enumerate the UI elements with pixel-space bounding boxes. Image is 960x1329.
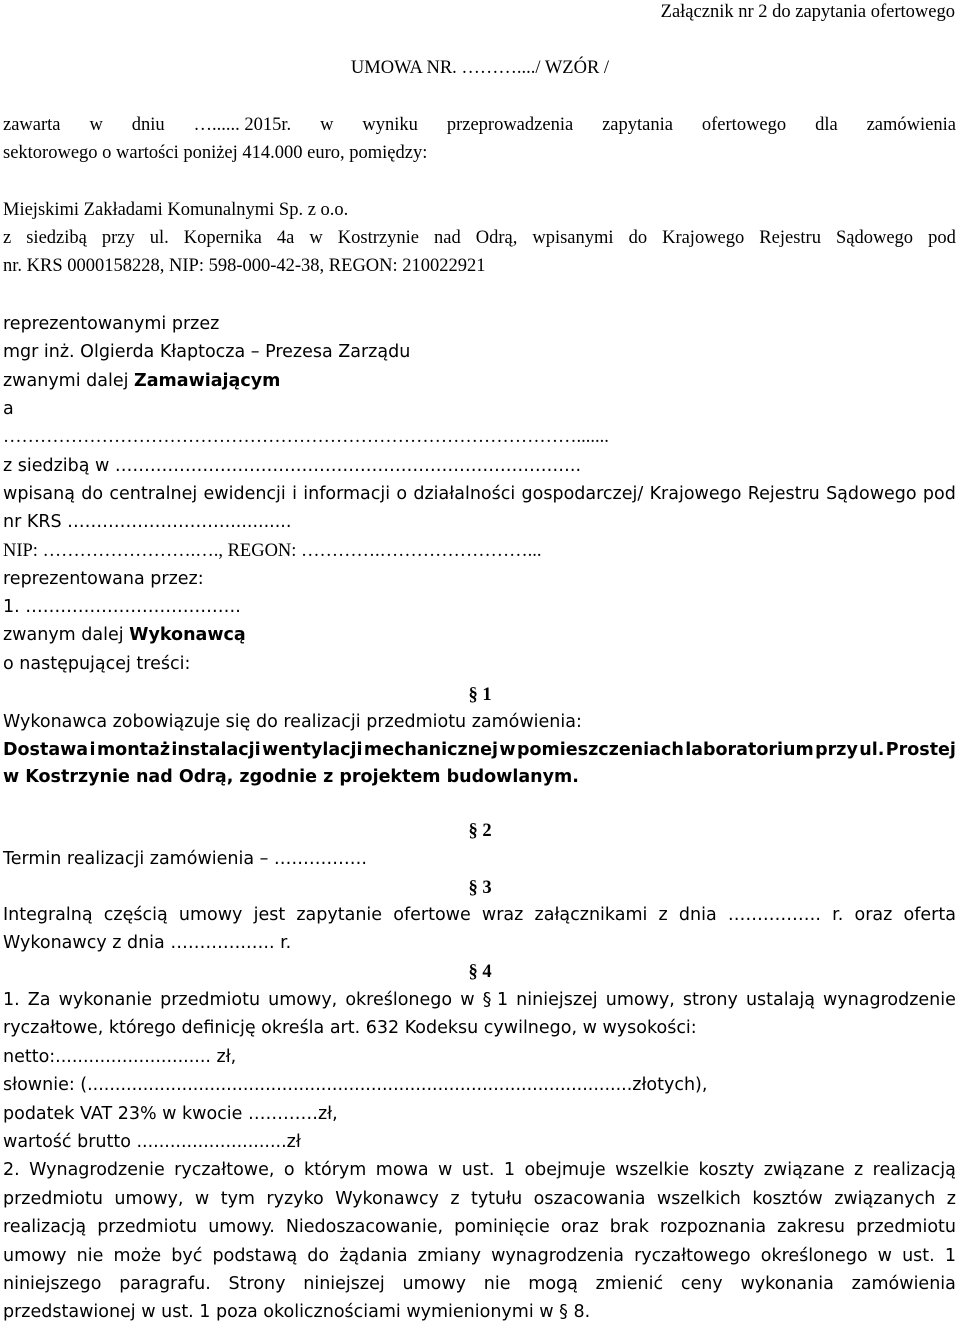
ordering-party-representative: mgr inż. Olgierda Kłaptocza – Prezesa Zarządu <box>3 342 411 362</box>
word: związanych <box>834 1189 936 1209</box>
word: umowy, <box>268 990 338 1010</box>
called-prefix: zwanym dalej <box>3 625 130 645</box>
word: wynagrodzenia <box>491 1246 624 1266</box>
word: Prostej <box>885 740 956 760</box>
section-1-subject-line-1 <box>3 738 956 762</box>
section-4-p2-line-1 <box>3 1158 956 1182</box>
word: dnia <box>678 905 717 925</box>
word: z <box>946 1189 956 1209</box>
intro-line-1 <box>3 113 956 137</box>
word: brak <box>609 1217 649 1237</box>
section-2-heading: § 2 <box>468 821 492 841</box>
word: montaż <box>96 740 171 760</box>
word: z <box>450 1189 460 1209</box>
word: ewidencji <box>203 484 286 504</box>
word: niniejszego <box>3 1274 102 1294</box>
word: do <box>307 1246 330 1266</box>
word: nie <box>483 1274 511 1294</box>
word: przeprowadzenia <box>446 115 574 135</box>
word: zapytania <box>602 115 673 135</box>
intro-line-2: sektorowego o wartości poniżej 414.000 euro, pomiędzy: <box>3 143 428 163</box>
word: z <box>658 905 668 925</box>
word: siedzibą <box>26 228 87 248</box>
word: pod <box>922 484 956 504</box>
word: i <box>292 484 297 504</box>
word: oszacowania <box>533 1189 646 1209</box>
word: w <box>194 1189 210 1209</box>
word: dniu <box>131 115 165 135</box>
word: przy <box>815 740 858 760</box>
word: nad <box>433 228 461 248</box>
word: wynagrodzenie <box>823 990 956 1010</box>
section-4-heading: § 4 <box>468 962 492 982</box>
word: Wynagrodzenie <box>29 1160 165 1180</box>
word: zamówienia <box>866 115 956 135</box>
word: Sądowego <box>826 484 917 504</box>
word: zamówienia <box>851 1274 956 1294</box>
section-3-line-2: Wykonawcy z dnia ………….….. r. <box>3 933 292 953</box>
word: związane <box>763 1160 845 1180</box>
word: informacji <box>303 484 391 504</box>
word: Kopernika <box>183 228 262 248</box>
word: w <box>89 115 103 135</box>
conjunction-and: a <box>3 399 14 419</box>
word: którym <box>304 1160 367 1180</box>
word: określonego <box>760 1246 868 1266</box>
word: laboratorium <box>685 740 814 760</box>
contract-following: o następującej treści: <box>3 654 191 674</box>
word: częścią <box>103 905 168 925</box>
word: paragrafu. <box>119 1274 211 1294</box>
attachment-note: Załącznik nr 2 do zapytania ofertowego <box>660 2 955 22</box>
word: pominięcie <box>454 1217 550 1237</box>
word: wpisanymi <box>532 228 614 248</box>
word: ofertowe <box>393 905 471 925</box>
word: § 1 <box>482 990 509 1010</box>
word: oraz <box>560 1217 599 1237</box>
vat-amount: podatek VAT 23% w kwocie …………zł, <box>3 1104 338 1124</box>
word: ceny <box>680 1274 723 1294</box>
word: Za <box>27 990 51 1010</box>
section-4-p2-line-2 <box>3 1187 956 1211</box>
word: do <box>628 228 648 248</box>
word: Dostawa <box>3 740 89 760</box>
section-1-subject-line-2: w Kostrzynie nad Odrą, zgodnie z projektem budowlanym. <box>3 767 579 787</box>
word: ryczałtowego <box>634 1246 751 1266</box>
word: w <box>877 1246 892 1266</box>
word: 4a <box>276 228 295 248</box>
contract-title: UMOWA NR. ………..../ WZÓR / <box>350 58 610 78</box>
word: ryczałtowe, <box>174 1160 275 1180</box>
word: wraz <box>481 905 524 925</box>
word: wentylacji <box>262 740 363 760</box>
word: niniejszej <box>303 1274 385 1294</box>
word: instalacji <box>171 740 261 760</box>
word: Rejestru <box>759 228 821 248</box>
word: Strony <box>228 1274 286 1294</box>
net-amount: netto:............................ zł, <box>3 1047 237 1067</box>
word: Wykonawcy <box>335 1189 439 1209</box>
word: wykonania <box>740 1274 834 1294</box>
section-4-p2-line-5 <box>3 1272 956 1296</box>
contractor-seat: z siedzibą w …………………………………………………………………….. <box>3 456 582 476</box>
word: rozpoznania <box>659 1217 767 1237</box>
word: być <box>171 1246 203 1266</box>
word: ryzyko <box>266 1189 324 1209</box>
word: mechanicznej <box>363 740 499 760</box>
word: nie <box>76 1246 104 1266</box>
word: Krajowego <box>662 228 745 248</box>
section-4-p2-line-4 <box>3 1244 956 1268</box>
section-4-p2-line-6: przedstawionej w ust. 1 poza okolicznościami wymienionymi w § 8. <box>3 1302 591 1322</box>
gross-amount: wartość brutto ...........................zł <box>3 1132 301 1152</box>
word: 1. <box>3 990 20 1010</box>
word: ust. <box>902 1246 935 1266</box>
called-name: Wykonawcą <box>129 625 246 645</box>
word: przedmiotu <box>3 1189 103 1209</box>
word: przy <box>101 228 135 248</box>
word: w <box>438 1160 453 1180</box>
word: działalności <box>413 484 516 504</box>
word: realizacją <box>3 1217 87 1237</box>
section-3-heading: § 3 <box>468 878 492 898</box>
word: Niedoszacowanie, <box>285 1217 444 1237</box>
section-1-heading: § 1 <box>468 685 492 705</box>
word: zmiany <box>417 1246 482 1266</box>
word: o <box>283 1160 295 1180</box>
word: pomieszczeniach <box>517 740 684 760</box>
ordering-party-address-line-2: nr. KRS 0000158228, NIP: 598-000-42-38, REGON: 210022921 <box>3 256 486 276</box>
word: r. <box>832 905 844 925</box>
word: ustalają <box>745 990 815 1010</box>
word: oraz <box>854 905 893 925</box>
ordering-party-called <box>3 369 280 393</box>
contractor-register-line-2: nr KRS ………………………............ <box>3 512 292 532</box>
word: ofertowego <box>701 115 787 135</box>
word: 1 <box>944 1246 956 1266</box>
section-2-text: Termin realizacji zamówienia – ……………. <box>3 849 367 869</box>
word: Krajowego <box>649 484 742 504</box>
ordering-party-represented-by: reprezentowanymi przez <box>3 314 220 334</box>
word: o <box>396 484 408 504</box>
word: może <box>113 1246 162 1266</box>
word: Odrą, <box>475 228 518 248</box>
word: obejmuje <box>524 1160 606 1180</box>
word: ……………. <box>727 905 821 925</box>
word: mowa <box>375 1160 429 1180</box>
word: umowy, <box>605 990 675 1010</box>
section-4-p1-line-1 <box>3 988 956 1012</box>
word: ust. <box>461 1160 495 1180</box>
word: Integralną <box>3 905 93 925</box>
word: umowy <box>178 905 243 925</box>
word: z <box>854 1160 864 1180</box>
word: umowy, <box>114 1189 184 1209</box>
word: koszty <box>698 1160 755 1180</box>
word: kosztów <box>752 1189 823 1209</box>
section-4-p2-line-3 <box>3 1215 956 1239</box>
word: …...... 2015r. <box>193 115 292 135</box>
word: wszelkie <box>615 1160 690 1180</box>
word: w <box>320 115 334 135</box>
contractor-name-line: …………………………………………………………………………………....... <box>3 427 609 447</box>
word: 1 <box>503 1160 515 1180</box>
called-name: Zamawiającym <box>134 371 281 391</box>
word: oferta <box>903 905 956 925</box>
word: zapytanie <box>296 905 383 925</box>
word: umowy <box>402 1274 466 1294</box>
word: przedmiotu <box>856 1217 956 1237</box>
word: podstawą <box>212 1246 298 1266</box>
word: przedmiotu <box>97 1217 198 1237</box>
contractor-called <box>3 623 246 647</box>
word: przedmiotu <box>160 990 261 1010</box>
word: zmienić <box>595 1274 664 1294</box>
word: załącznikami <box>534 905 648 925</box>
contractor-nip-regon: NIP: …………………….…., REGON: ………….……………………... <box>3 541 542 561</box>
word: umowy <box>3 1246 67 1266</box>
word: tytułu <box>470 1189 523 1209</box>
word: ul. <box>149 228 169 248</box>
word: wszelkich <box>656 1189 741 1209</box>
word: umowy. <box>208 1217 275 1237</box>
word: w <box>309 228 323 248</box>
word: strony <box>682 990 738 1010</box>
word: wyniku <box>362 115 418 135</box>
section-3-line-1 <box>3 903 956 927</box>
word: Kostrzynie <box>337 228 419 248</box>
contractor-represented-by: reprezentowana przez: <box>3 569 204 589</box>
word: i <box>89 740 96 760</box>
ordering-party-address-line-1 <box>3 226 956 250</box>
ordering-party-name: Miejskimi Zakładami Komunalnymi Sp. z o.o. <box>3 200 349 220</box>
word: pod <box>928 228 956 248</box>
word: wykonanie <box>58 990 153 1010</box>
word: gospodarczej/ <box>521 484 644 504</box>
word: w <box>499 740 516 760</box>
word: 2. <box>3 1160 20 1180</box>
word: zakresu <box>777 1217 846 1237</box>
section-4-p1-line-2: ryczałtowe, którego definicję określa art. 632 Kodeksu cywilnego, w wysokości: <box>3 1018 697 1038</box>
word: mogą <box>528 1274 578 1294</box>
word: zawarta <box>3 115 61 135</box>
word: Rejestru <box>747 484 820 504</box>
contractor-register-line-1 <box>3 482 956 506</box>
word: niniejszej <box>516 990 598 1010</box>
word: jest <box>253 905 286 925</box>
word: realizacją <box>872 1160 956 1180</box>
word: z <box>3 228 12 248</box>
word: żądania <box>339 1246 408 1266</box>
called-prefix: zwanymi dalej <box>3 371 135 391</box>
word: wpisaną <box>3 484 75 504</box>
word: do <box>81 484 104 504</box>
word: dla <box>815 115 838 135</box>
section-1-text: Wykonawca zobowiązuje się do realizacji przedmiotu zamówienia: <box>3 712 582 732</box>
contractor-representative: 1. ………………………………. <box>3 597 241 617</box>
word: centralnej <box>109 484 198 504</box>
amount-in-words: słownie: (..................................................................................................złotych), <box>3 1075 708 1095</box>
word: tym <box>220 1189 255 1209</box>
word: w <box>460 990 475 1010</box>
word: określonego <box>345 990 453 1010</box>
word: Sądowego <box>835 228 914 248</box>
word: ul. <box>859 740 885 760</box>
